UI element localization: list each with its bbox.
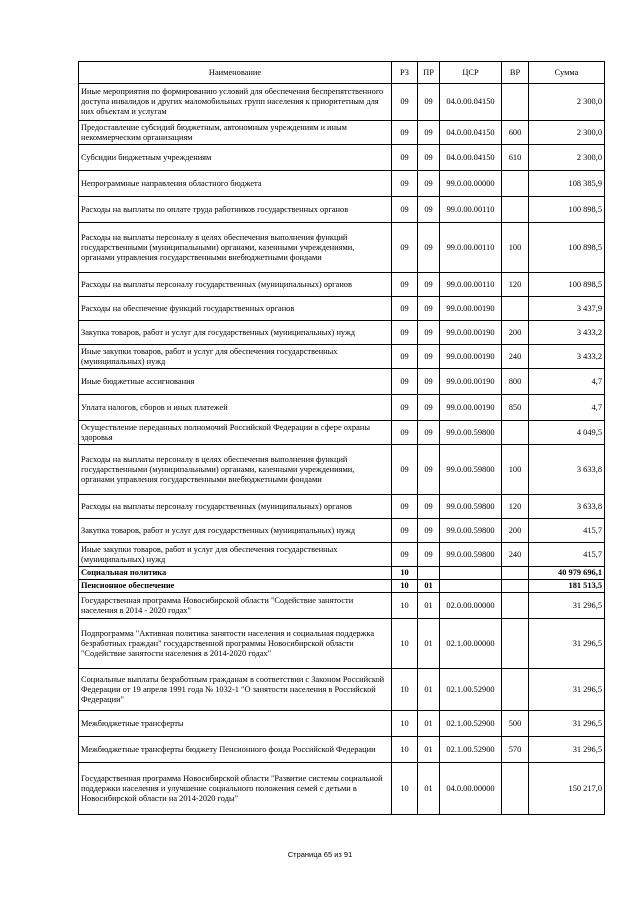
- row-csr: 02.0.00.00000: [440, 593, 502, 619]
- row-csr: 04.0.00.04150: [440, 145, 502, 171]
- row-vr: [502, 619, 529, 669]
- row-vr: [502, 593, 529, 619]
- row-pr: 09: [418, 297, 440, 321]
- row-pr: 09: [418, 395, 440, 421]
- budget-table: [78, 61, 605, 815]
- row-pr: 09: [418, 495, 440, 519]
- row-pr: 09: [418, 84, 440, 121]
- row-sum: 31 296,5: [529, 669, 605, 711]
- row-rz: 09: [392, 543, 418, 567]
- row-pr: 09: [418, 145, 440, 171]
- row-vr: 500: [502, 711, 529, 737]
- table-row: [79, 669, 605, 711]
- row-csr: 99.0.00.00110: [440, 223, 502, 273]
- row-pr: 01: [418, 763, 440, 815]
- row-name: Иные мероприятия по формированию условий для обеспечения беспрепятственного доступа инвалидов и других маломобильных групп населения к приоритетным для них объектам и услугам: [79, 84, 392, 121]
- row-csr: 04.0.00.00000: [440, 763, 502, 815]
- row-pr: 09: [418, 421, 440, 445]
- row-name: Непрограммные направления областного бюджета: [79, 171, 392, 197]
- row-name: Расходы на обеспечение функций государственных органов: [79, 297, 392, 321]
- row-rz: 09: [392, 445, 418, 495]
- row-sum: 3 433,2: [529, 345, 605, 369]
- row-name: Социальные выплаты безработным гражданам в соответствии с Законом Российской Федерации от 19 апреля 1991 года № 1032-1 "О занятости населения в Российской Федерации": [79, 669, 392, 711]
- header-csr: ЦСР: [440, 62, 502, 84]
- row-csr: 99.0.00.59800: [440, 495, 502, 519]
- row-pr: 01: [418, 711, 440, 737]
- table-row: [79, 421, 605, 445]
- row-sum: 2 300,0: [529, 145, 605, 171]
- row-csr: 99.0.00.00110: [440, 273, 502, 297]
- table-row: [79, 121, 605, 145]
- row-name: Подпрограмма "Активная политика занятости населения и социальная поддержка безработных граждан" государственной программы Новосибирской области "Содействие занятости населения в 2014-2020 годах": [79, 619, 392, 669]
- row-sum: 3 437,9: [529, 297, 605, 321]
- table-row-subsection: [79, 580, 605, 593]
- row-rz: 09: [392, 421, 418, 445]
- row-csr: [440, 567, 502, 580]
- table-row-section: [79, 567, 605, 580]
- row-sum: 31 296,5: [529, 737, 605, 763]
- row-vr: 800: [502, 369, 529, 395]
- row-sum: 40 979 696,1: [529, 567, 605, 580]
- row-rz: 09: [392, 223, 418, 273]
- table-row: [79, 84, 605, 121]
- row-vr: 120: [502, 495, 529, 519]
- row-vr: [502, 580, 529, 593]
- row-sum: 108 385,9: [529, 171, 605, 197]
- row-vr: 200: [502, 321, 529, 345]
- row-rz: 09: [392, 519, 418, 543]
- row-rz: 09: [392, 369, 418, 395]
- row-rz: 09: [392, 145, 418, 171]
- table-row: [79, 519, 605, 543]
- table-row: [79, 445, 605, 495]
- header-sum: Сумма: [529, 62, 605, 84]
- row-sum: 415,7: [529, 519, 605, 543]
- row-csr: 99.0.00.00190: [440, 297, 502, 321]
- row-name: Расходы на выплаты персоналу государственных (муниципальных) органов: [79, 273, 392, 297]
- row-sum: 3 433,2: [529, 321, 605, 345]
- row-vr: 240: [502, 345, 529, 369]
- row-csr: 99.0.00.59800: [440, 519, 502, 543]
- table-row: [79, 197, 605, 223]
- row-sum: 3 633,8: [529, 445, 605, 495]
- row-pr: 01: [418, 669, 440, 711]
- row-sum: 181 513,5: [529, 580, 605, 593]
- table-row: [79, 543, 605, 567]
- row-rz: 10: [392, 580, 418, 593]
- row-rz: 10: [392, 593, 418, 619]
- row-rz: 09: [392, 273, 418, 297]
- header-name: Наименование: [79, 62, 392, 84]
- row-name: Государственная программа Новосибирской области "Содействие занятости населения в 2014 - 2020 годах": [79, 593, 392, 619]
- table-row: [79, 763, 605, 815]
- row-sum: 415,7: [529, 543, 605, 567]
- row-pr: 09: [418, 369, 440, 395]
- header-pr: ПР: [418, 62, 440, 84]
- row-rz: 09: [392, 297, 418, 321]
- row-vr: [502, 669, 529, 711]
- row-csr: 02.1.00.52900: [440, 669, 502, 711]
- row-name: Межбюджетные трансферты бюджету Пенсионного фонда Российской Федерации: [79, 737, 392, 763]
- row-csr: 02.1.00.00000: [440, 619, 502, 669]
- row-pr: 09: [418, 345, 440, 369]
- row-vr: [502, 421, 529, 445]
- row-pr: [418, 567, 440, 580]
- row-name: Предоставление субсидий бюджетным, автономным учреждениям и иным некоммерческим организациям: [79, 121, 392, 145]
- row-rz: 10: [392, 567, 418, 580]
- table-header-row: [79, 62, 605, 84]
- row-name: Пенсионное обеспечение: [79, 580, 392, 593]
- row-pr: 09: [418, 519, 440, 543]
- row-rz: 10: [392, 619, 418, 669]
- table-row: [79, 145, 605, 171]
- row-sum: 31 296,5: [529, 711, 605, 737]
- row-name: Расходы на выплаты персоналу в целях обеспечения выполнения функций государственными (муниципальными) органами, казенными учреждениями, органами управления государственными внебюджетными фондами: [79, 223, 392, 273]
- row-vr: 200: [502, 519, 529, 543]
- row-vr: [502, 197, 529, 223]
- row-csr: 99.0.00.59800: [440, 445, 502, 495]
- row-rz: 09: [392, 345, 418, 369]
- row-csr: 02.1.00.52900: [440, 737, 502, 763]
- row-pr: 01: [418, 619, 440, 669]
- row-vr: [502, 84, 529, 121]
- row-vr: [502, 763, 529, 815]
- row-rz: 09: [392, 171, 418, 197]
- row-csr: 99.0.00.00110: [440, 197, 502, 223]
- row-pr: 01: [418, 737, 440, 763]
- row-rz: 09: [392, 321, 418, 345]
- row-vr: 120: [502, 273, 529, 297]
- row-name: Субсидии бюджетным учреждениям: [79, 145, 392, 171]
- row-sum: 100 898,5: [529, 223, 605, 273]
- row-rz: 10: [392, 763, 418, 815]
- row-csr: 99.0.00.00000: [440, 171, 502, 197]
- row-vr: 600: [502, 121, 529, 145]
- page-number: Страница 65 из 91: [287, 850, 353, 859]
- row-rz: 10: [392, 737, 418, 763]
- row-rz: 10: [392, 711, 418, 737]
- row-sum: 2 300,0: [529, 121, 605, 145]
- row-sum: 4,7: [529, 369, 605, 395]
- row-pr: 09: [418, 197, 440, 223]
- row-csr: 99.0.00.00190: [440, 369, 502, 395]
- row-csr: [440, 580, 502, 593]
- row-pr: 09: [418, 171, 440, 197]
- row-csr: 04.0.00.04150: [440, 84, 502, 121]
- row-name: Закупка товаров, работ и услуг для государственных (муниципальных) нужд: [79, 519, 392, 543]
- header-vr: ВР: [502, 62, 529, 84]
- table-row: [79, 619, 605, 669]
- row-sum: 150 217,0: [529, 763, 605, 815]
- row-name: Уплата налогов, сборов и иных платежей: [79, 395, 392, 421]
- row-sum: 31 296,5: [529, 619, 605, 669]
- table-row: [79, 593, 605, 619]
- table-row: [79, 369, 605, 395]
- row-csr: 99.0.00.59800: [440, 421, 502, 445]
- table-row: [79, 273, 605, 297]
- row-name: Закупка товаров, работ и услуг для государственных (муниципальных) нужд: [79, 321, 392, 345]
- row-pr: 09: [418, 121, 440, 145]
- row-sum: 4,7: [529, 395, 605, 421]
- row-pr: 09: [418, 273, 440, 297]
- row-csr: 04.0.00.04150: [440, 121, 502, 145]
- row-vr: [502, 297, 529, 321]
- table-row: [79, 345, 605, 369]
- row-pr: 09: [418, 321, 440, 345]
- row-rz: 09: [392, 395, 418, 421]
- row-rz: 10: [392, 669, 418, 711]
- row-sum: 4 049,5: [529, 421, 605, 445]
- row-name: Расходы на выплаты по оплате труда работников государственных органов: [79, 197, 392, 223]
- row-rz: 09: [392, 197, 418, 223]
- table-row: [79, 297, 605, 321]
- row-vr: 850: [502, 395, 529, 421]
- row-sum: 31 296,5: [529, 593, 605, 619]
- row-csr: 02.1.00.52900: [440, 711, 502, 737]
- row-name: Иные закупки товаров, работ и услуг для обеспечения государственных (муниципальных) нужд: [79, 345, 392, 369]
- table-row: [79, 223, 605, 273]
- table-row: [79, 711, 605, 737]
- row-csr: 99.0.00.59800: [440, 543, 502, 567]
- row-rz: 09: [392, 495, 418, 519]
- header-rz: РЗ: [392, 62, 418, 84]
- row-csr: 99.0.00.00190: [440, 345, 502, 369]
- table-row: [79, 321, 605, 345]
- row-pr: 09: [418, 543, 440, 567]
- row-vr: 100: [502, 223, 529, 273]
- table-row: [79, 737, 605, 763]
- row-name: Осуществление переданных полномочий Российской Федерации в сфере охраны здоровья: [79, 421, 392, 445]
- row-vr: 240: [502, 543, 529, 567]
- row-rz: 09: [392, 84, 418, 121]
- row-vr: [502, 171, 529, 197]
- row-name: Расходы на выплаты персоналу государственных (муниципальных) органов: [79, 495, 392, 519]
- row-pr: 01: [418, 580, 440, 593]
- row-sum: 100 898,5: [529, 197, 605, 223]
- row-sum: 3 633,8: [529, 495, 605, 519]
- row-vr: 610: [502, 145, 529, 171]
- row-pr: 09: [418, 445, 440, 495]
- row-name: Иные закупки товаров, работ и услуг для обеспечения государственных (муниципальных) нужд: [79, 543, 392, 567]
- row-csr: 99.0.00.00190: [440, 321, 502, 345]
- row-name: Межбюджетные трансферты: [79, 711, 392, 737]
- row-name: Социальная политика: [79, 567, 392, 580]
- row-name: Расходы на выплаты персоналу в целях обеспечения выполнения функций государственными (муниципальными) органами, казенными учреждениями, органами управления государственными внебюджетными фондами: [79, 445, 392, 495]
- row-sum: 2 300,0: [529, 84, 605, 121]
- table-row: [79, 171, 605, 197]
- row-pr: 01: [418, 593, 440, 619]
- row-name: Иные бюджетные ассигнования: [79, 369, 392, 395]
- row-pr: 09: [418, 223, 440, 273]
- row-sum: 100 898,5: [529, 273, 605, 297]
- row-name: Государственная программа Новосибирской области "Развитие системы социальной поддержки населения и улучшение социального положения семей с детьми в Новосибирской области на 2014-2020 годы": [79, 763, 392, 815]
- table-row: [79, 495, 605, 519]
- row-vr: 570: [502, 737, 529, 763]
- row-csr: 99.0.00.00190: [440, 395, 502, 421]
- row-rz: 09: [392, 121, 418, 145]
- row-vr: [502, 567, 529, 580]
- table-row: [79, 395, 605, 421]
- row-vr: 100: [502, 445, 529, 495]
